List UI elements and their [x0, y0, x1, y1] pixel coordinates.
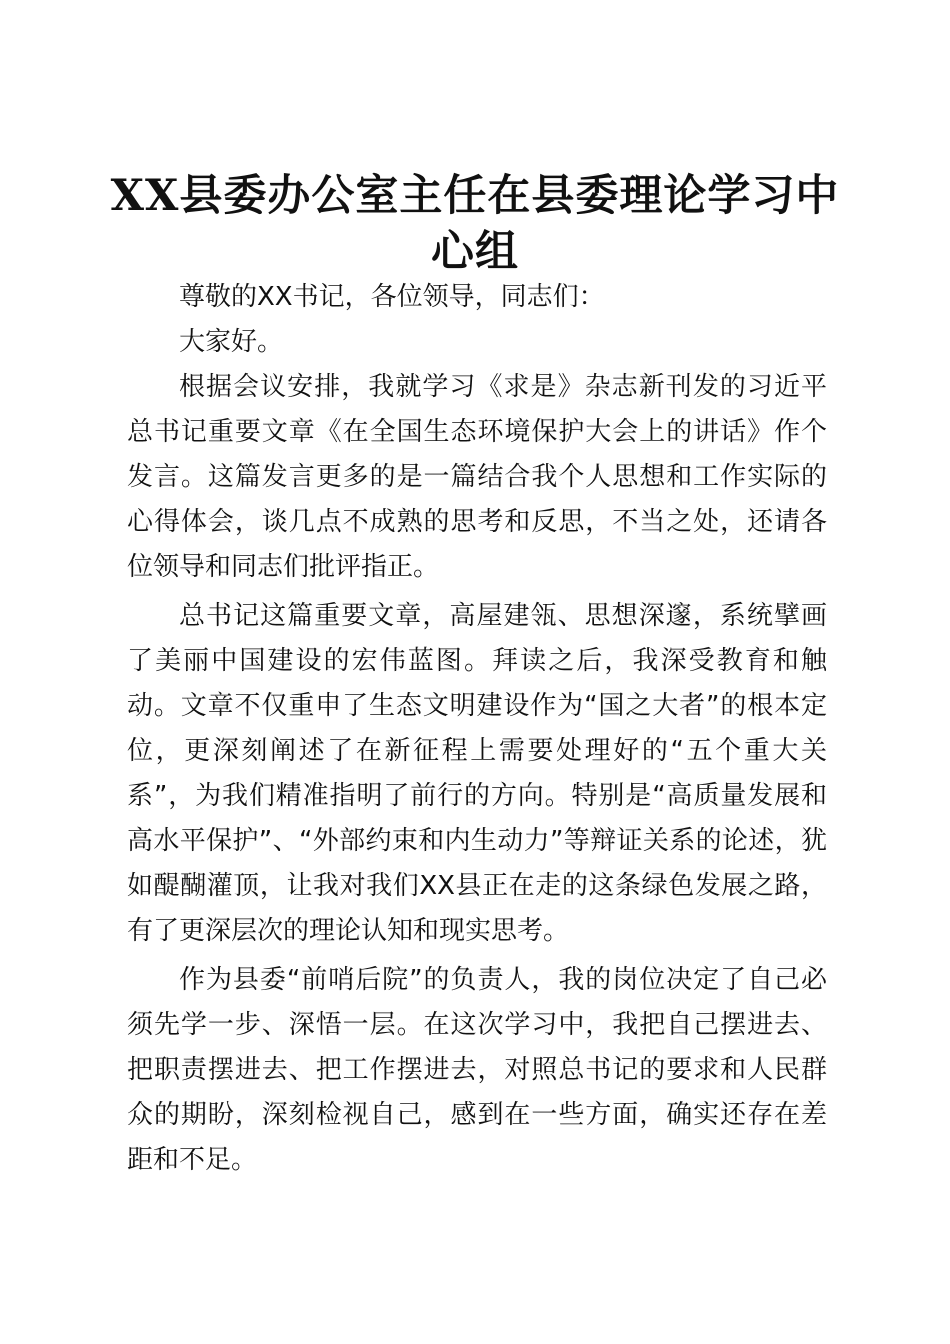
document-title: XX县委办公室主任在县委理论学习中心组: [110, 171, 840, 277]
greeting: 大家好。: [179, 327, 284, 357]
salutation: 尊敬的XX书记，各位领导，同志们：: [179, 282, 605, 312]
paragraph: 根据会议安排，我就学习《求是》杂志新刊发的习近平总书记重要文章《在全国生态环境保护大会上的讲话》作个发言。这篇发言更多的是一篇结合我个人思想和工作实际的心得体会，谈几点不成熟的思考和反思，不当之处，还请各位领导和同志们批评指正。: [127, 372, 827, 582]
paragraph: 作为县委“前哨后院”的负责人，我的岗位决定了自己必须先学一步、深悟一层。在这次学习中，我把自己摆进去、把职责摆进去、把工作摆进去，对照总书记的要求和人民群众的期盼，深刻检视自己，感到在一些方面，确实还存在差距和不足。: [127, 965, 827, 1175]
paragraph: 总书记这篇重要文章，高屋建瓴、思想深邃，系统擘画了美丽中国建设的宏伟蓝图。拜读之后，我深受教育和触动。文章不仅重申了生态文明建设作为“国之大者”的根本定位，更深刻阐述了在新征程上需要处理好的“五个重大关系”，为我们精准指明了前行的方向。特别是“高质量发展和高水平保护”、“外部约束和内生动力”等辩证关系的论述，犹如醍醐灌顶，让我对我们XX县正在走的这条绿色发展之路，有了更深层次的理论认知和现实思考。: [127, 601, 827, 946]
document-body: [127, 275, 827, 1183]
